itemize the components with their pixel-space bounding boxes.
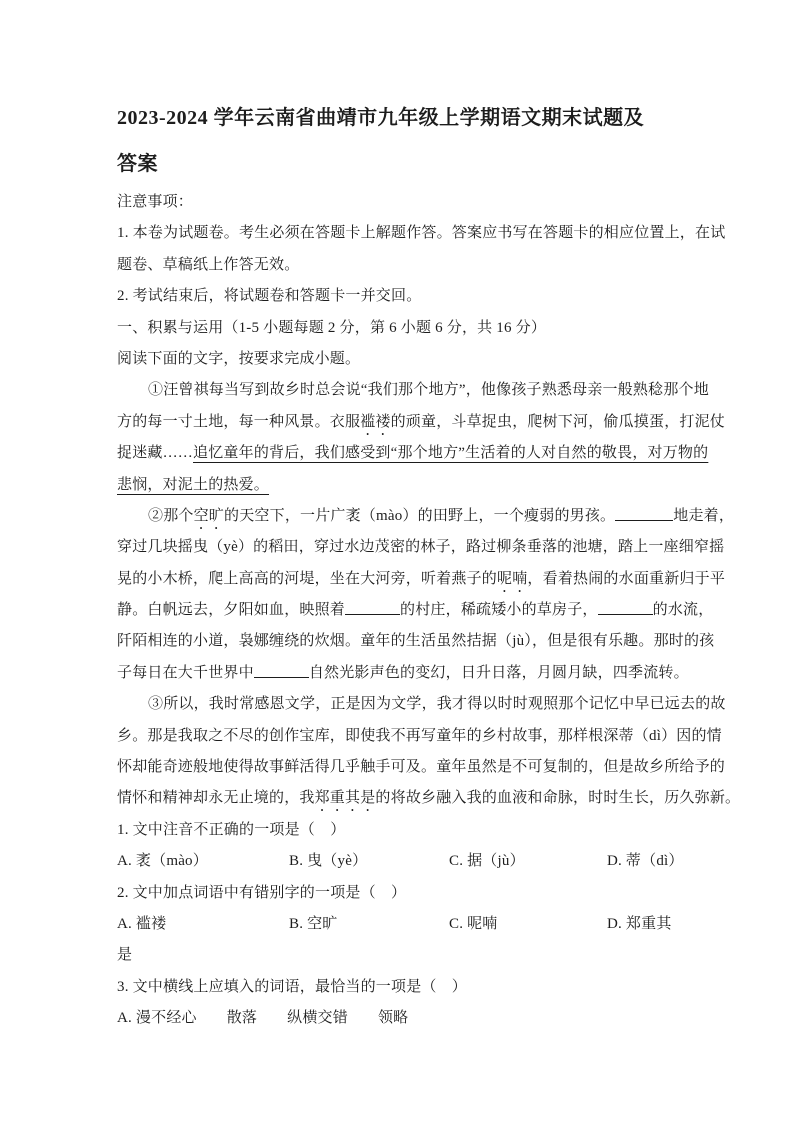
text-segment: 一、积累与运用（1-5 小题每题 2 分，第 6 小题 6 分，共 16 分） <box>117 319 547 336</box>
option-item: C. 据（jù） <box>449 853 525 870</box>
underlined-text: 悲悯，对泥土的热爱。 <box>117 476 270 493</box>
text-line <box>117 250 685 281</box>
fill-in-blank <box>345 600 400 615</box>
fill-in-blank <box>615 506 673 521</box>
text-line <box>117 721 722 752</box>
document-title <box>117 95 685 187</box>
text-segment: 方的每一寸土地，每一种风景。衣服 <box>117 413 361 430</box>
text-line <box>117 783 741 814</box>
emphasized-word: 呢喃 <box>497 570 528 587</box>
options-row <box>117 909 685 940</box>
text-segment: 晃的小木桥，爬上高高的河堤，坐在大河旁，听着燕子的 <box>117 570 498 587</box>
text-segment: 阡陌相连的小道，袅娜缠绕的炊烟。童年的生活虽然拮据（jù），但是很有乐趣。那时的孩 <box>117 633 715 650</box>
text-line <box>117 1003 685 1034</box>
text-line <box>117 407 726 438</box>
text-segment: 穿过几块摇曳（yè）的稻田，穿过水边茂密的林子，路过柳条垂落的池塘，踏上一座细窄摇 <box>117 539 725 556</box>
text-segment: 的水流， <box>652 602 714 619</box>
text-segment: 乡。那是我取之不尽的创作宝库，即使我不再写童年的乡村故事，那样根深蒂（dì）因的情 <box>117 727 722 744</box>
text-segment: 1. 文中注音不正确的一项是（ ） <box>117 821 346 838</box>
title-line-2: 答案 <box>117 153 158 175</box>
text-segment: 3. 文中横线上应填入的词语，最恰当的一项是（ ） <box>117 978 468 995</box>
text-segment: 静。白帆远去，夕阳如血，映照着 <box>117 602 346 619</box>
text-line <box>117 375 709 406</box>
text-segment: 注意事项： <box>117 194 194 210</box>
emphasized-word: 空旷 <box>193 507 225 524</box>
text-segment: 地走着， <box>673 507 735 524</box>
text-segment: A. 漫不经心 <box>117 1010 197 1027</box>
text-segment: 领略 <box>377 1010 409 1027</box>
text-line <box>117 187 685 218</box>
emphasized-word: 郑重其是 <box>314 790 376 807</box>
text-segment: 自然光影声色的变幻，日升日落，月圆月缺，四季流转。 <box>308 664 689 681</box>
text-line <box>117 595 714 626</box>
text-line <box>117 564 726 595</box>
text-line <box>117 815 685 846</box>
text-segment: 的将故乡融入我的血液和命脉，时时生长，历久弥新。 <box>375 790 741 807</box>
text-line <box>117 972 685 1003</box>
document-body <box>117 187 741 1035</box>
text-line <box>117 470 685 501</box>
text-line <box>117 878 685 909</box>
text-segment: 的村庄，稀疏矮小的草房子， <box>400 602 598 619</box>
emphasized-word: 褴褛 <box>360 413 391 430</box>
text-line <box>117 752 726 783</box>
text-line <box>117 281 685 312</box>
underlined-text: 追忆童年的背后，我们感受到“那个地方”生活着的人对自然的敬畏，对万物的 <box>193 445 709 462</box>
text-segment: 的天空下，一片广袤（mào）的田野上，一个瘦弱的男孩。 <box>224 507 616 524</box>
text-segment: ，看着热闹的水面重新归于平 <box>527 570 726 587</box>
option-item: B. 空旷 <box>289 915 338 932</box>
text-segment: 阅读下面的文字，按要求完成小题。 <box>117 350 361 367</box>
text-segment: 子每日在大千世界中 <box>117 664 254 681</box>
text-segment: 2. 文中加点词语中有错别字的一项是（ ） <box>117 884 407 901</box>
text-segment: 纵横交错 <box>287 1010 348 1027</box>
option-item: D. 蒂（dì） <box>607 853 684 870</box>
text-line <box>117 501 735 532</box>
option-item: A. 褴褛 <box>117 915 167 932</box>
text-line <box>117 313 685 344</box>
text-segment: ①汪曾祺每当写到故乡时总会说“我们那个地方”，他像孩子熟悉母亲一般熟稔那个地 <box>148 382 709 399</box>
text-line <box>117 344 685 375</box>
text-segment: 1. 本卷为试题卷。考生必须在答题卡上解题作答。答案应书写在答题卡的相应位置上，在试 <box>117 225 726 242</box>
text-segment: ③所以，我时常感恩文学，正是因为文学，我才得以时时观照那个记忆中早已远去的故 <box>148 696 726 713</box>
text-line <box>117 532 725 563</box>
text-segment: 捉迷藏…… <box>117 445 194 462</box>
text-segment: 的顽童，斗草捉虫，爬树下河，偷瓜摸蛋，打泥仗 <box>390 413 726 430</box>
text-line <box>117 689 726 720</box>
option-item: B. 曳（yè） <box>289 853 368 870</box>
text-segment: 2. 考试结束后，将试题卷和答题卡一并交回。 <box>117 288 422 305</box>
text-line <box>117 940 685 971</box>
fill-in-blank <box>254 663 309 678</box>
title-line-1: 2023-2024 学年云南省曲靖市九年级上学期语文期末试题及 <box>117 107 645 129</box>
text-segment: 题卷、草稿纸上作答无效。 <box>117 256 300 273</box>
text-line <box>117 658 689 689</box>
option-item: D. 郑重其 <box>607 915 672 932</box>
text-segment: 是 <box>117 947 133 964</box>
text-segment: 情怀和精神却永无止境的，我 <box>117 790 315 807</box>
options-row <box>117 846 685 877</box>
option-item: C. 呢喃 <box>449 915 498 932</box>
text-segment: 怀却能奇迹般地使得故事鲜活得几乎触手可及。童年虽然是不可复制的，但是故乡所给予的 <box>117 759 726 776</box>
fill-in-blank <box>598 600 653 615</box>
text-line <box>117 218 726 249</box>
text-segment: ②那个 <box>148 507 194 524</box>
text-segment: 散落 <box>226 1010 258 1027</box>
option-item: A. 袤（mào） <box>117 853 208 870</box>
text-line <box>117 438 709 469</box>
text-line <box>117 626 715 657</box>
